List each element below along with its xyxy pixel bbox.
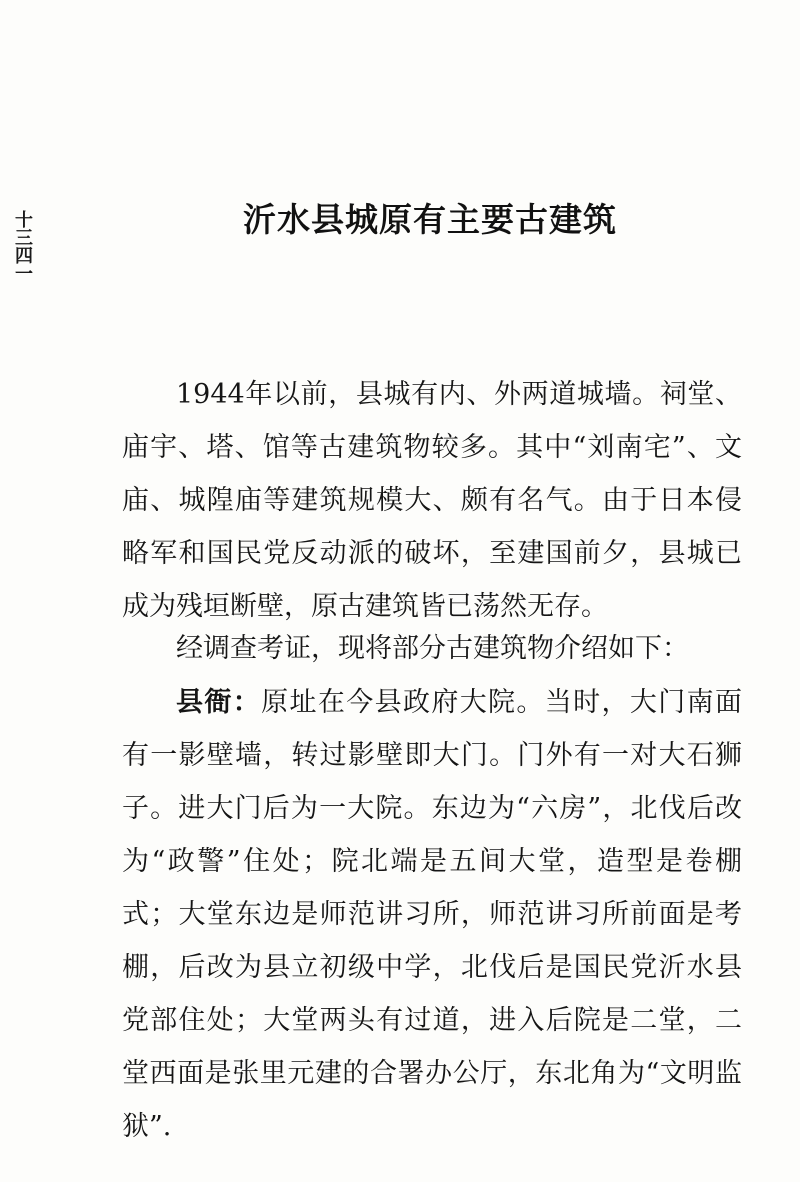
- paragraph-text: 1944年以前，县城有内、外两道城墙。祠堂、庙宇、塔、馆等古建筑物较多。其中“刘南宅”、文庙、城隍庙等建筑规模大、颇有名气。由于日本侵略军和国民党反动派的破坏，至建国前夕，县城已成为残垣断壁，原古建筑皆已荡然无存。: [122, 379, 742, 622]
- body-paragraph-county-office: [122, 676, 742, 1153]
- page-margin-note: 十三四一: [12, 210, 33, 282]
- body-paragraph-intro: [122, 368, 742, 633]
- body-paragraph-survey: [122, 622, 742, 675]
- section-heading: 县衙：: [176, 687, 262, 718]
- page-title: 沂水县城原有主要古建筑: [243, 200, 617, 239]
- paragraph-container: [122, 676, 742, 1153]
- paragraph-text: 经调查考证，现将部分古建筑物介绍如下：: [176, 633, 689, 664]
- paragraph-text: 原址在今县政府大院。当时，大门南面有一影壁墙，转过影壁即大门。门外有一对大石狮子。进大门后为一大院。东边为“六房”，北伐后改为“政警”住处；院北端是五间大堂，造型是卷棚式；大堂东边是师范讲习所，师范讲习所前面是考棚，后改为县立初级中学，北伐后是国民党沂水县党部住处；大堂两头有过道，进入后院是二堂，二堂西面是张里元建的合署办公厅，东北角为“文明监狱”.: [122, 687, 743, 1142]
